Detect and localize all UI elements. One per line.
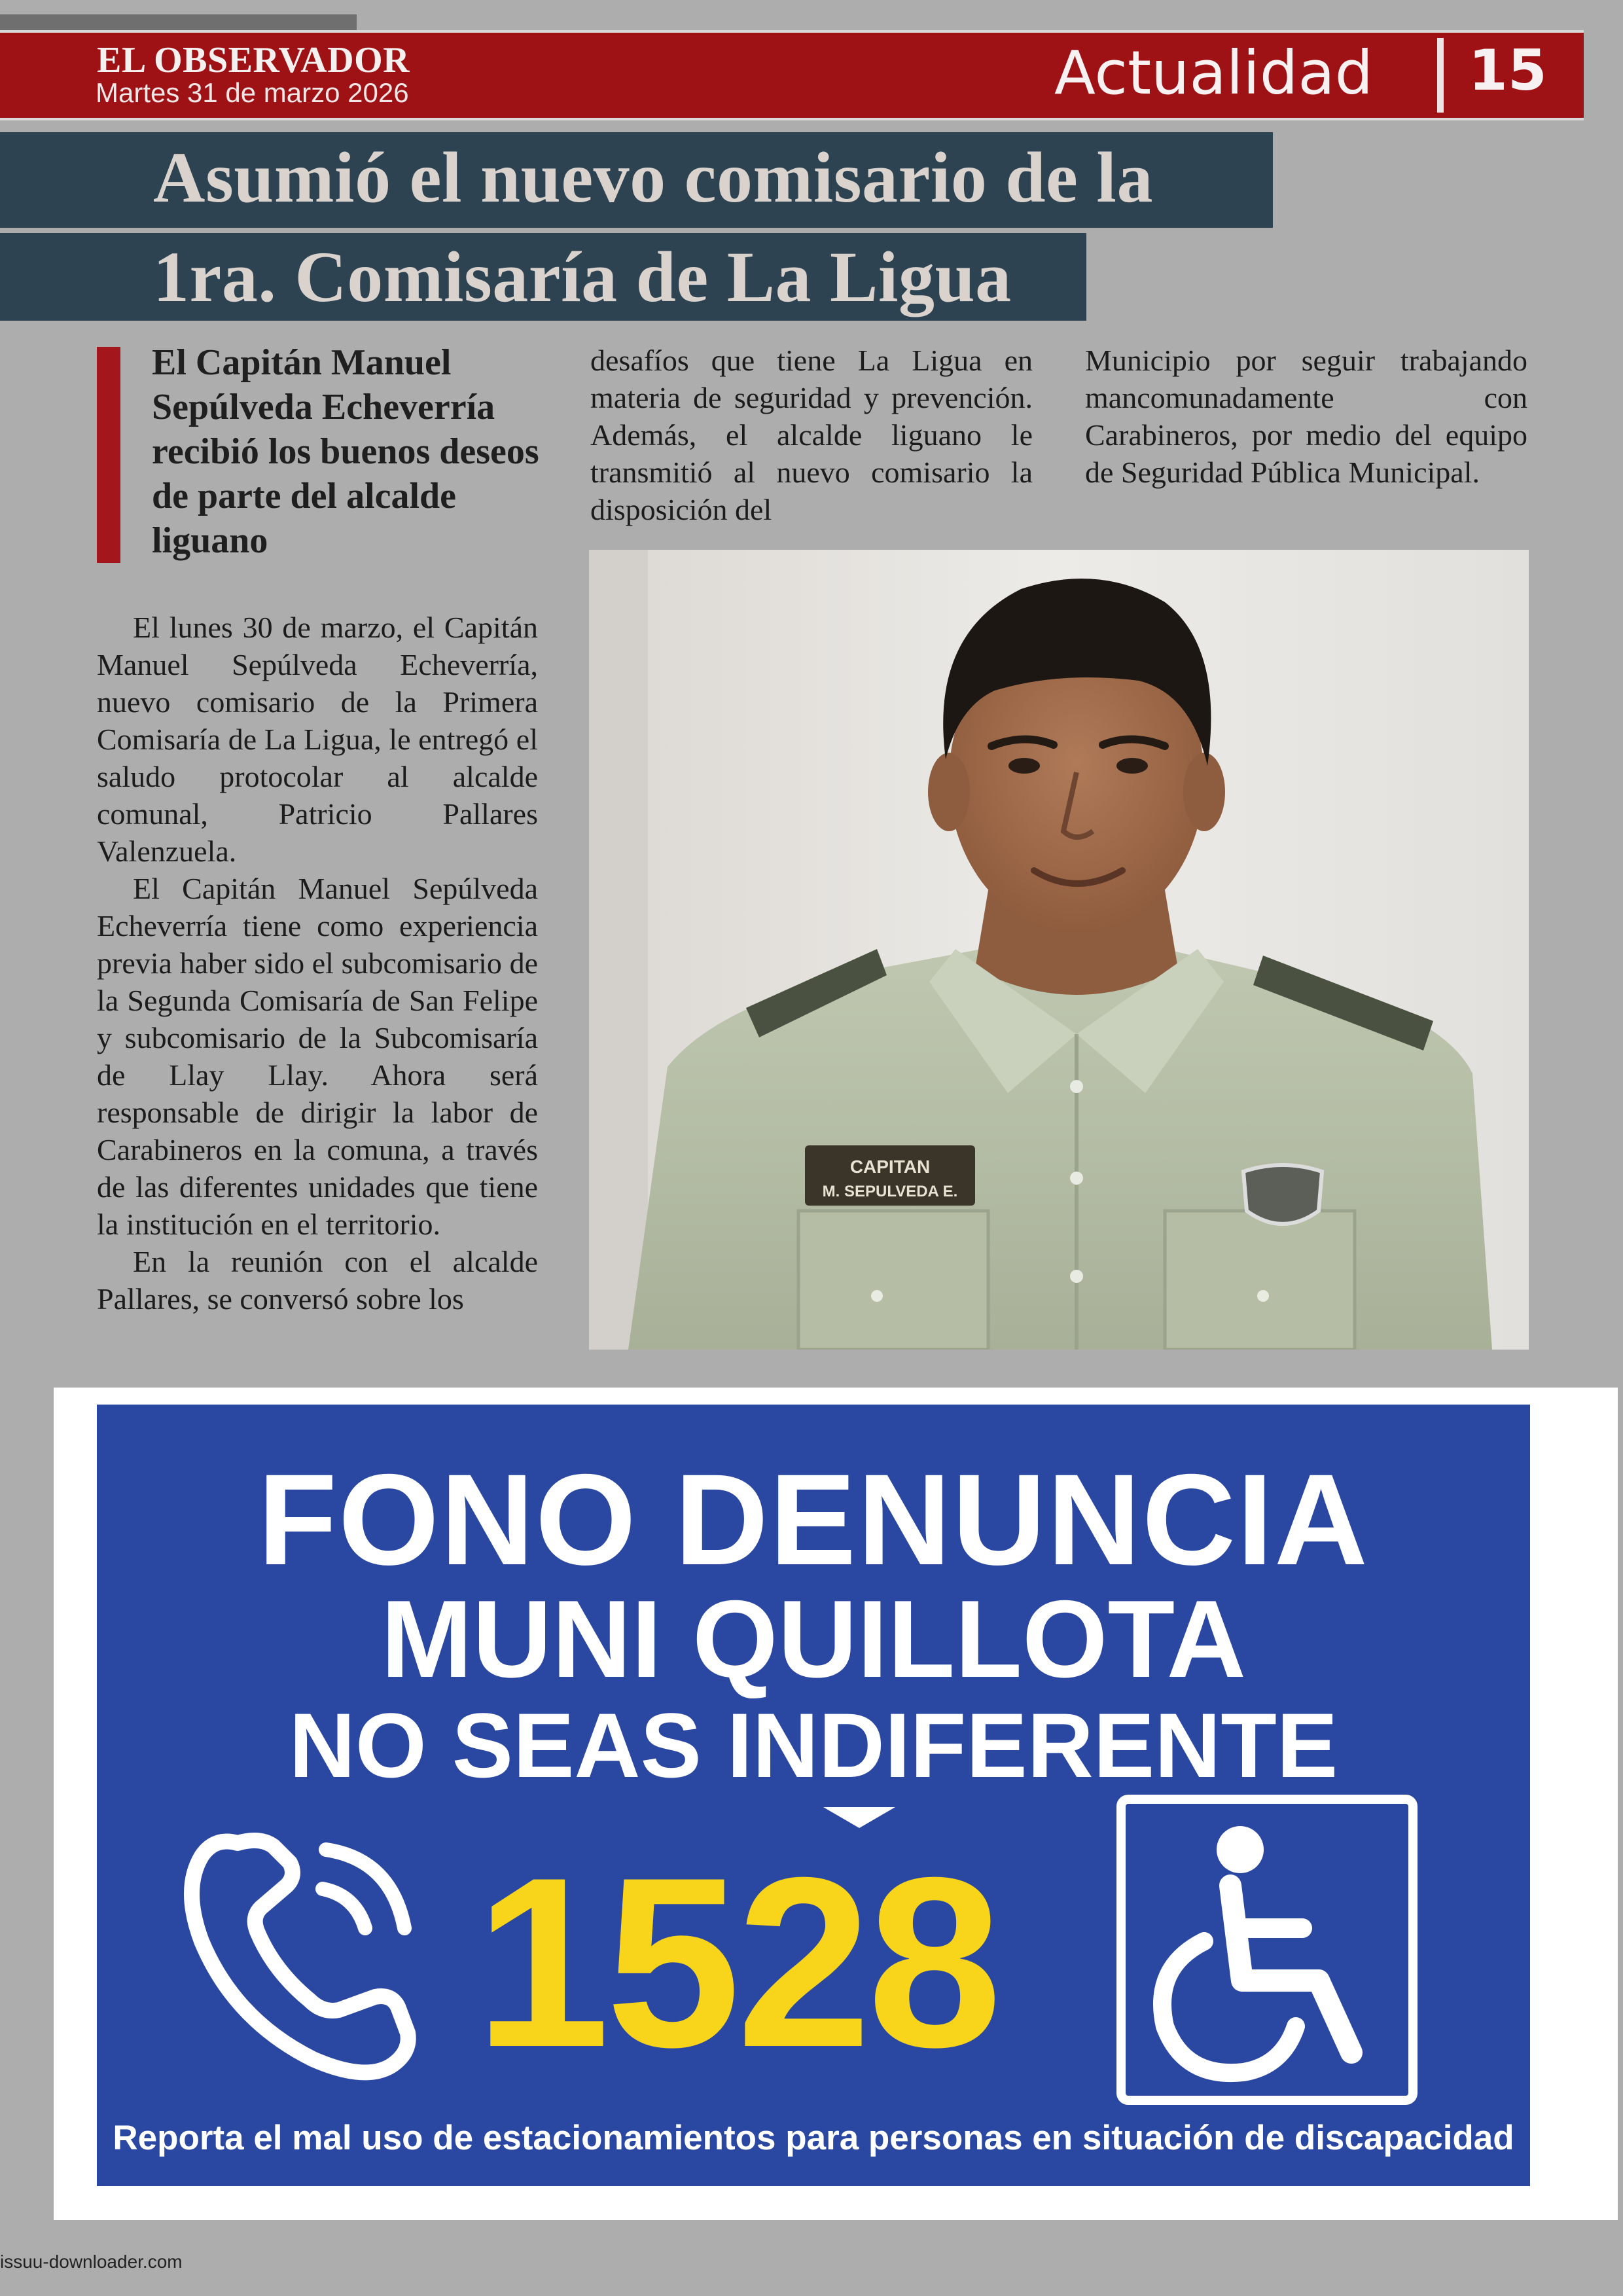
masthead (0, 30, 1584, 120)
ad-footer: Reporta el mal uso de estacionamientos para personas en situación de discapacidad (113, 2119, 1514, 2157)
ad-subtitle: MUNI QUILLOTA (380, 1577, 1246, 1700)
hotline-number: 1528 (475, 1827, 999, 2098)
paragraph: Municipio por seguir trabajando mancomunadamente con Carabineros, por medio del equipo de Seguridad Pública Municipal. (1085, 344, 1527, 489)
deck-accent-bar (97, 347, 120, 563)
paragraph: El lunes 30 de marzo, el Capitán Manuel Sepúlveda Echeverría, nuevo comisario de la Primera Comisaría de La Ligua, le entregó el saludo protocolar al alcalde comunal, Patricio Pallares Valenzuela. (97, 611, 538, 868)
top-strip (0, 14, 357, 30)
ad-slogan: NO SEAS INDIFERENTE (289, 1694, 1338, 1797)
section-name: Actualidad (1054, 38, 1373, 108)
headline-line-2: 1ra. Comisaría de La Ligua (153, 237, 1012, 317)
page-number: 15 (1469, 38, 1547, 103)
headline-line-1: Asumió el nuevo comisario de la (153, 137, 1153, 217)
paragraph: En la reunión con el alcalde Pallares, se conversó sobre los (97, 1245, 538, 1316)
ad-title: FONO DENUNCIA (258, 1447, 1369, 1592)
page-divider (1437, 38, 1444, 113)
wheelchair-icon (1116, 1795, 1418, 2105)
badge-name-text: M. SEPULVEDA E. (822, 1183, 958, 1200)
article-column-1 (97, 609, 538, 1318)
phone-icon (175, 1817, 450, 2092)
watermark: issuu-downloader.com (0, 2251, 183, 2272)
article-column-2 (590, 342, 1033, 528)
ad-panel (97, 1405, 1530, 2186)
issue-date: Martes 31 de marzo 2026 (96, 77, 409, 108)
newspaper-name: EL OBSERVADOR (97, 40, 410, 81)
article-column-3 (1085, 342, 1527, 491)
paragraph: El Capitán Manuel Sepúlveda Echeverría tiene como experiencia previa haber sido el subcomisario de la Segunda Comisaría de San Felipe y subcomisario de la Subcomisaría de Llay Llay. Ahora será responsable de dirigir la labor de Carabineros en la comuna, a través de las diferentes unidades que tiene la institución en el territorio. (97, 872, 538, 1241)
comisario-photo (589, 550, 1529, 1350)
paragraph: desafíos que tiene La Ligua en materia de seguridad y prevención. Además, el alcalde liguano le transmitió al nuevo comisario la disposición del (590, 344, 1033, 526)
badge-rank-text: CAPITAN (849, 1157, 931, 1177)
article-deck: El Capitán Manuel Sepúlveda Echeverría recibió los buenos deseos de parte del alcalde liguano (152, 342, 539, 561)
